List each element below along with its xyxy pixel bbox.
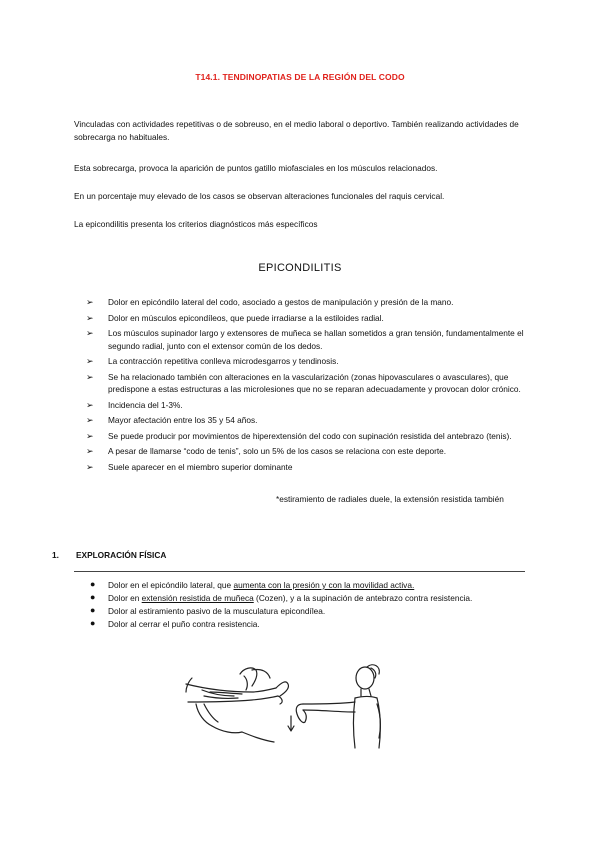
list-item: ➢ Dolor en músculos epicondíleos, que puede irradiarse a la estiloides radial.	[86, 312, 384, 323]
intro-paragraph-4: La epicondilitis presenta los criterios diagnósticos más específicos	[74, 219, 318, 229]
arrow-bullet-icon: ➢	[86, 312, 94, 323]
list-item: ➢ Los músculos supinador largo y extensores de muñeca se hallan sometidos a gran tensión, fundamentalmente el segundo radial, junto con el extensor común de los dedos.	[86, 328, 524, 351]
epicondilitis-list	[86, 296, 532, 476]
list-item: ➢ Mayor afectación entre los 35 y 54 años.	[86, 415, 258, 425]
list-item: ● Dolor en el epicóndilo lateral, que aumenta con la presión y con la movilidad activa.	[90, 579, 415, 590]
arrow-bullet-icon: ➢	[86, 399, 94, 410]
footnote: *estiramiento de radiales duele, la extensión resistida también	[276, 494, 504, 504]
section-number: 1.	[52, 550, 59, 560]
woman-arm-extension-illustration	[285, 658, 387, 750]
list-item: ➢ Se puede producir por movimientos de hiperextensión del codo con supinación resistida del antebrazo (tenis).	[86, 430, 512, 441]
arrow-bullet-icon: ➢	[86, 297, 94, 307]
page-title: T14.1. TENDINOPATIAS DE LA REGIÓN DEL CODO	[195, 72, 405, 82]
list-item: ● Dolor en extensión resistida de muñeca (Cozen), y a la supinación de antebrazo contra resistencia.	[90, 592, 473, 603]
list-item: ➢ Dolor en epicóndilo lateral del codo, asociado a gestos de manipulación y presión de la mano.	[86, 297, 454, 307]
list-item: ➢ Se ha relacionado también con alteraciones en la vascularización (zonas hipovasculares o avasculares), que predispone a estas estructuras a las microlesiones que no se reparan adecuadamente y provocan dolor crónico.	[86, 371, 521, 394]
dot-bullet-icon: ●	[90, 605, 96, 615]
list-item: ➢ La contracción repetitiva conlleva microdesgarros y tendinosis.	[86, 356, 339, 366]
dot-bullet-icon: ●	[90, 618, 96, 628]
list-item: ➢ Incidencia del 1-3%.	[86, 399, 183, 410]
arrow-bullet-icon: ➢	[86, 461, 94, 472]
arrow-bullet-icon: ➢	[86, 356, 94, 366]
section-title-exploracion	[52, 550, 166, 560]
list-item: ➢ Suele aparecer en el miembro superior dominante	[86, 461, 293, 472]
section-heading-epicondilitis: EPICONDILITIS	[258, 262, 342, 274]
dot-bullet-icon: ●	[90, 579, 96, 589]
exam-list	[90, 579, 530, 631]
intro-paragraph-2: Esta sobrecarga, provoca la aparición de puntos gatillo miofasciales en los músculos relacionados.	[74, 163, 438, 173]
intro-paragraph-1: Vinculadas con actividades repetitivas o de sobreuso, en el medio laboral o deportivo. También realizando actividades de sobrecarga no habituales.	[74, 119, 519, 142]
arrow-bullet-icon: ➢	[86, 328, 94, 338]
intro-paragraph-3: En un porcentaje muy elevado de los casos se observan alteraciones funcionales del raquis cervical.	[74, 191, 445, 201]
section-title: EXPLORACIÓN FÍSICA	[76, 550, 167, 560]
dot-bullet-icon: ●	[90, 592, 96, 602]
list-item: ● Dolor al estiramiento pasivo de la musculatura epicondílea.	[90, 605, 326, 616]
list-item: ● Dolor al cerrar el puño contra resistencia.	[90, 618, 260, 629]
list-item: ➢ A pesar de llamarse “codo de tenis”, solo un 5% de los casos se relaciona con este deporte.	[86, 446, 447, 456]
arrow-bullet-icon: ➢	[86, 415, 94, 425]
arrow-bullet-icon: ➢	[86, 430, 94, 441]
divider	[74, 571, 525, 572]
arrow-bullet-icon: ➢	[86, 371, 94, 382]
forearm-test-illustration	[182, 662, 292, 744]
arrow-bullet-icon: ➢	[86, 446, 94, 456]
